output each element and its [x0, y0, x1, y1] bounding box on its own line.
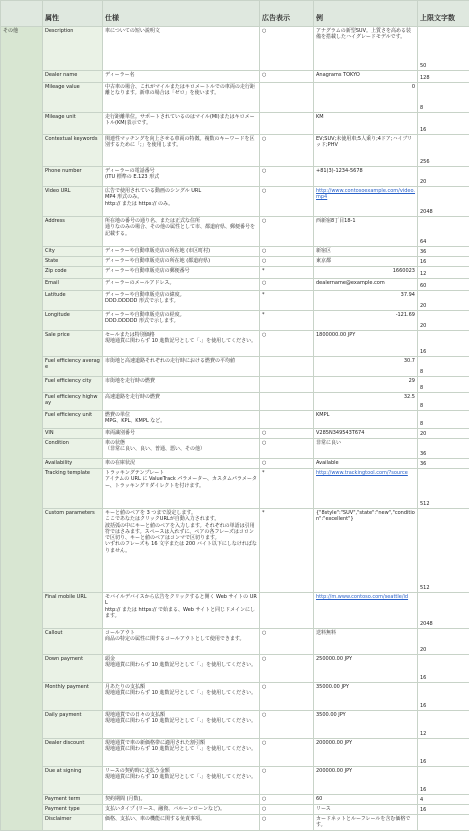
- example-cell: [314, 459, 418, 469]
- spec-cell: 価格、支払い、車の機能に関する免責事項。: [103, 815, 260, 831]
- ad-display-cell: [260, 411, 314, 429]
- ad-display-cell: ○: [260, 805, 314, 815]
- example-value: 新宿区: [316, 248, 332, 254]
- table-row: [1, 291, 469, 311]
- attribute-cell: Due at signing: [43, 767, 103, 795]
- max-chars-value: 20: [420, 178, 427, 185]
- table-row: [1, 439, 469, 459]
- example-value: 3500.00 JPY: [316, 712, 346, 718]
- max-chars-value: 16: [420, 786, 427, 793]
- attribute-cell: Contextual keywords: [43, 135, 103, 167]
- ad-display-cell: ○: [260, 429, 314, 439]
- max-chars-cell: [418, 629, 469, 655]
- ad-display-cell: ○: [260, 257, 314, 267]
- example-cell: [314, 655, 418, 683]
- example-cell: [314, 795, 418, 805]
- example-value: 0: [411, 84, 415, 90]
- attribute-cell: Address: [43, 217, 103, 247]
- table-row: [1, 393, 469, 411]
- max-chars-value: 36: [420, 450, 427, 457]
- ad-display-cell: ○: [260, 655, 314, 683]
- ad-display-cell: ○: [260, 71, 314, 83]
- table-row: [1, 805, 469, 815]
- max-chars-cell: [418, 167, 469, 187]
- attribute-cell: VIN: [43, 429, 103, 439]
- spec-cell: 燃費の単位 MPG、KPL、KMPL など。: [103, 411, 260, 429]
- table-row: [1, 411, 469, 429]
- max-chars-value: 16: [420, 758, 427, 765]
- example-value: +81(3)-1234-5678: [316, 168, 363, 174]
- example-cell: [314, 291, 418, 311]
- attribute-cell: Email: [43, 279, 103, 291]
- attribute-cell: Disclaimer: [43, 815, 103, 831]
- table-row: [1, 429, 469, 439]
- spec-cell: 月あたりの支払額 現地通貨に関わらず 10 進数記号として「.」を使用してください。: [103, 683, 260, 711]
- ad-display-cell: ○: [260, 27, 314, 71]
- attribute-cell: Sale price: [43, 331, 103, 357]
- attribute-cell: Phone number: [43, 167, 103, 187]
- example-cell: [314, 739, 418, 767]
- max-chars-value: 8: [420, 104, 424, 111]
- attribute-cell: Dealer discount: [43, 739, 103, 767]
- max-chars-value: 16: [420, 702, 427, 709]
- header-max-chars: 上限文字数: [418, 1, 469, 27]
- max-chars-value: 36: [420, 460, 427, 467]
- example-link[interactable]: http://www.trackingtool.com/?source: [316, 470, 408, 476]
- table-row: [1, 71, 469, 83]
- spec-cell: 広告で使用されている動画のシングル URL MP4 形式のみ。 http:// または https:// のみ。: [103, 187, 260, 217]
- attribute-cell: Callout: [43, 629, 103, 655]
- example-cell: [314, 257, 418, 267]
- max-chars-cell: [418, 331, 469, 357]
- ad-display-cell: *: [260, 291, 314, 311]
- example-cell: [314, 331, 418, 357]
- max-chars-cell: [418, 509, 469, 593]
- max-chars-cell: [418, 815, 469, 831]
- ad-display-cell: *: [260, 509, 314, 593]
- example-value: 西新宿8丁目18-1: [316, 218, 356, 224]
- table-row: [1, 167, 469, 187]
- ad-display-cell: ○: [260, 795, 314, 805]
- category-cell: その他: [1, 27, 43, 831]
- spec-cell: 頭金 現地通貨に関わらず 10 進数記号として「.」を使用してください。: [103, 655, 260, 683]
- max-chars-value: 20: [420, 646, 427, 653]
- attribute-cell: Final mobile URL: [43, 593, 103, 629]
- spec-cell: 車についての短い説明文: [103, 27, 260, 71]
- max-chars-value: 12: [420, 270, 427, 277]
- attribute-cell: Mileage unit: [43, 113, 103, 135]
- table-row: [1, 629, 469, 655]
- attribute-cell: Fuel efficiency unit: [43, 411, 103, 429]
- example-value: KM: [316, 114, 324, 120]
- max-chars-value: 20: [420, 302, 427, 309]
- example-cell: [314, 267, 418, 279]
- table-row: [1, 767, 469, 795]
- max-chars-cell: [418, 683, 469, 711]
- example-cell: [314, 629, 418, 655]
- spec-cell: 市街地と高速道路それぞれの走行時における燃費の平均値: [103, 357, 260, 377]
- example-cell: [314, 83, 418, 113]
- ad-display-cell: *: [260, 267, 314, 279]
- example-value: {"8style":"SUV","state":"new","condition":"excellent"}: [316, 510, 415, 523]
- table-row: [1, 593, 469, 629]
- spec-cell: ディーラーや自動車販売店の所在地 (市区町村): [103, 247, 260, 257]
- attribute-cell: Fuel efficiency city: [43, 377, 103, 393]
- example-value: カードネットとルーフレールを含む価格です。: [316, 816, 411, 829]
- table-row: [1, 815, 469, 831]
- example-value: 250000.00 JPY: [316, 656, 353, 662]
- example-cell: [314, 167, 418, 187]
- max-chars-value: 256: [420, 158, 430, 165]
- spec-cell: 車の在庫状況: [103, 459, 260, 469]
- example-value: 37.94: [400, 292, 415, 298]
- example-value: Anagrams TOKYO: [316, 72, 360, 78]
- spec-cell: 高速道路を走行時の燃費: [103, 393, 260, 411]
- ad-display-cell: ○: [260, 767, 314, 795]
- spec-cell: 支払いタイプ (リース、融資、バルーンローンなど)。: [103, 805, 260, 815]
- example-value: Available: [316, 460, 339, 466]
- example-value: 東京都: [316, 258, 332, 264]
- max-chars-value: 4: [420, 796, 424, 803]
- attribute-cell: Payment term: [43, 795, 103, 805]
- max-chars-cell: [418, 377, 469, 393]
- example-value: 29: [408, 378, 415, 384]
- ad-display-cell: [260, 83, 314, 113]
- example-cell: [314, 135, 418, 167]
- example-cell: [314, 429, 418, 439]
- attribute-cell: Latitude: [43, 291, 103, 311]
- max-chars-value: 16: [420, 348, 427, 355]
- attribute-cell: State: [43, 257, 103, 267]
- max-chars-cell: [418, 71, 469, 83]
- example-cell: [314, 593, 418, 629]
- ad-display-cell: ○: [260, 247, 314, 257]
- ad-display-cell: ○: [260, 459, 314, 469]
- spec-cell: キーと値のペアを 3 つまで設定します。 ここであなたはクリックURLが自動入力されます。 波括弧の中にキーと値のペアを入力します。それぞれの単語は引用符ではさみます。スペースは入れずに、ペアの各フレーズはコロンで区切り、キーと値のペアはコンマで区切ります。 いずれのフレーズも 16 文字または 200 バイト以下にしなければなりません。: [103, 509, 260, 593]
- table-row: [1, 311, 469, 331]
- max-chars-value: 8: [420, 384, 424, 391]
- max-chars-value: 8: [420, 368, 424, 375]
- max-chars-cell: [418, 257, 469, 267]
- max-chars-cell: [418, 279, 469, 291]
- header-attribute: 属性: [43, 1, 103, 27]
- spec-cell: ディーラーや自動車販売店の緯度。 DDD.DDDDD 形式で示します。: [103, 291, 260, 311]
- spec-cell: コールアウト 商品の特定の属性に関するコールアウトとして使用できます。: [103, 629, 260, 655]
- table-row: [1, 217, 469, 247]
- example-cell: [314, 187, 418, 217]
- max-chars-value: 12: [420, 730, 427, 737]
- attribute-cell: Longitude: [43, 311, 103, 331]
- example-link[interactable]: http://m.www.contoso.com/seattle/id: [316, 594, 409, 600]
- attribute-cell: Tracking template: [43, 469, 103, 509]
- max-chars-cell: [418, 429, 469, 439]
- header-example: 例: [314, 1, 418, 27]
- attribute-cell: Mileage value: [43, 83, 103, 113]
- table-row: [1, 257, 469, 267]
- example-value: 35000.00 JPY: [316, 684, 349, 690]
- max-chars-cell: [418, 83, 469, 113]
- example-cell: [314, 711, 418, 739]
- max-chars-value: 2048: [420, 620, 433, 627]
- attribute-cell: Custom parameters: [43, 509, 103, 593]
- table-row: [1, 187, 469, 217]
- table-row: [1, 331, 469, 357]
- spec-cell: モバイルデバイスから広告をクリックすると開く Web サイトの URL http:// または https:// で始まる、Web サイトと同じドメインにします。: [103, 593, 260, 629]
- ad-display-cell: ○: [260, 279, 314, 291]
- spec-cell: ディーラーや自動車販売店の郵便番号: [103, 267, 260, 279]
- max-chars-value: 60: [420, 282, 427, 289]
- attribute-cell: Description: [43, 27, 103, 71]
- ad-display-cell: ○: [260, 711, 314, 739]
- header-category: [1, 1, 43, 27]
- ad-display-cell: ○: [260, 629, 314, 655]
- max-chars-cell: [418, 291, 469, 311]
- ad-display-cell: ○: [260, 439, 314, 459]
- max-chars-value: 2048: [420, 208, 433, 215]
- attribute-cell: Daily payment: [43, 711, 103, 739]
- table-row: [1, 739, 469, 767]
- spec-cell: セールまたは特別価格 現地通貨に関わらず 10 進数記号として「.」を使用してください。: [103, 331, 260, 357]
- example-value: EV;SUV;未使用車;5人乗り;4ドア;ハイブリッド;PHV: [316, 136, 413, 149]
- max-chars-cell: [418, 267, 469, 279]
- example-cell: [314, 357, 418, 377]
- example-value: 32.5: [403, 394, 415, 400]
- ad-display-cell: ○: [260, 683, 314, 711]
- attribute-cell: City: [43, 247, 103, 257]
- spec-cell: ディーラーのメールアドレス。: [103, 279, 260, 291]
- ad-display-cell: ○: [260, 331, 314, 357]
- spec-cell: 走行距離単位。サポートされているのはマイル(MI)またはキロメートル(KM)表示です。: [103, 113, 260, 135]
- example-value: dealername@example.com: [316, 280, 385, 286]
- max-chars-cell: [418, 135, 469, 167]
- max-chars-cell: [418, 27, 469, 71]
- table-row: [1, 711, 469, 739]
- table-row: [1, 795, 469, 805]
- max-chars-cell: [418, 311, 469, 331]
- example-value: 30.7: [403, 358, 415, 364]
- max-chars-value: 36: [420, 248, 427, 255]
- example-cell: [314, 279, 418, 291]
- max-chars-cell: [418, 739, 469, 767]
- spec-cell: 車両識別番号: [103, 429, 260, 439]
- spec-cell: 所在地の番号の通り名、または正式な住所 通りなのみの場合、その他の属性として市、都道府県、郵便番号を記載する。: [103, 217, 260, 247]
- table-row: [1, 459, 469, 469]
- example-cell: [314, 815, 418, 831]
- example-value: V285N349543T674: [316, 430, 365, 436]
- max-chars-value: 16: [420, 258, 427, 265]
- table-row: [1, 509, 469, 593]
- spec-cell: 契約期間 (月数)。: [103, 795, 260, 805]
- max-chars-value: 64: [420, 238, 427, 245]
- ad-display-cell: [260, 113, 314, 135]
- attribute-cell: Video URL: [43, 187, 103, 217]
- max-chars-cell: [418, 655, 469, 683]
- ad-display-cell: [260, 593, 314, 629]
- spec-cell: 市街地を走行時の燃費: [103, 377, 260, 393]
- attribute-cell: Zip code: [43, 267, 103, 279]
- example-cell: [314, 311, 418, 331]
- attribute-cell: Condition: [43, 439, 103, 459]
- spec-cell: ディーラーの電話番号 (ITU 標準の E.123 形式: [103, 167, 260, 187]
- table-row: [1, 27, 469, 71]
- ad-display-cell: ○: [260, 187, 314, 217]
- max-chars-value: 20: [420, 322, 427, 329]
- max-chars-cell: [418, 217, 469, 247]
- header-spec: 仕様: [103, 1, 260, 27]
- example-value: 送料無料: [316, 630, 337, 636]
- ad-display-cell: ○: [260, 167, 314, 187]
- max-chars-cell: [418, 247, 469, 257]
- spec-cell: 車の状態 （非常に良い、良い、普通、悪い、その他）: [103, 439, 260, 459]
- table-row: [1, 655, 469, 683]
- example-cell: [314, 509, 418, 593]
- table-row: [1, 267, 469, 279]
- max-chars-cell: [418, 469, 469, 509]
- spec-cell: 中古車の場合、これがマイルまたはキロメートルでの車両の走行距離となります。新車の場合は「ゼロ」を使います。: [103, 83, 260, 113]
- example-cell: [314, 247, 418, 257]
- ad-display-cell: *: [260, 311, 314, 331]
- example-cell: [314, 71, 418, 83]
- example-cell: [314, 217, 418, 247]
- example-value: 200000.00 JPY: [316, 740, 353, 746]
- max-chars-cell: [418, 593, 469, 629]
- spec-cell: ディーラー名: [103, 71, 260, 83]
- example-value: 1660023: [392, 268, 415, 274]
- max-chars-cell: [418, 805, 469, 815]
- max-chars-cell: [418, 767, 469, 795]
- example-cell: [314, 411, 418, 429]
- ad-display-cell: *: [260, 469, 314, 509]
- max-chars-cell: [418, 113, 469, 135]
- max-chars-value: 8: [420, 402, 424, 409]
- example-value: アナグラムの新型SUV。上質さを高める装備を搭載したハイグレードモデルです。: [316, 28, 412, 41]
- max-chars-cell: [418, 393, 469, 411]
- max-chars-cell: [418, 357, 469, 377]
- max-chars-value: 512: [420, 500, 430, 507]
- example-cell: [314, 27, 418, 71]
- header-row: [1, 1, 469, 27]
- table-row: [1, 469, 469, 509]
- spec-cell: 関連性マッチングを向上させる車両の特徴。複数のキーワードを区別するために「;」を使用します。: [103, 135, 260, 167]
- ad-display-cell: ○: [260, 739, 314, 767]
- max-chars-cell: [418, 795, 469, 805]
- spec-cell: リースの契約時に支払う金額 現地通貨に関わらず 10 進数記号として「.」を使用してください。: [103, 767, 260, 795]
- example-cell: [314, 393, 418, 411]
- max-chars-value: 512: [420, 584, 430, 591]
- ad-display-cell: ○: [260, 815, 314, 831]
- example-value: KMPL: [316, 412, 330, 418]
- max-chars-value: 8: [420, 420, 424, 427]
- example-cell: [314, 113, 418, 135]
- header-ad-display: 広告表示: [260, 1, 314, 27]
- attribute-cell: Down payment: [43, 655, 103, 683]
- max-chars-cell: [418, 439, 469, 459]
- example-value: リース: [316, 806, 331, 812]
- example-cell: [314, 767, 418, 795]
- max-chars-value: 20: [420, 430, 427, 437]
- table-row: [1, 113, 469, 135]
- attribute-cell: Availability: [43, 459, 103, 469]
- max-chars-cell: [418, 411, 469, 429]
- example-cell: [314, 439, 418, 459]
- max-chars-value: 16: [420, 126, 427, 133]
- table-row: [1, 83, 469, 113]
- attribute-cell: Fuel efficiency average: [43, 357, 103, 377]
- max-chars-cell: [418, 187, 469, 217]
- example-value: -121.69: [395, 312, 415, 318]
- example-value: 200000.00 JPY: [316, 768, 353, 774]
- example-value: 1800000.00 JPY: [316, 332, 356, 338]
- ad-display-cell: [260, 393, 314, 411]
- max-chars-cell: [418, 711, 469, 739]
- spec-cell: 現地通貨での日々の支払額 現地通貨に関わらず 10 進数記号として「.」を使用してください。: [103, 711, 260, 739]
- spec-cell: トラッキングテンプレート アイテムの URL に ValueTrack パラメーター、カスタムパラメーター、トラッキングリダイレクトを付けます。: [103, 469, 260, 509]
- example-cell: [314, 683, 418, 711]
- max-chars-value: 50: [420, 62, 427, 69]
- example-value: 非常に良い: [316, 440, 342, 446]
- ad-display-cell: [260, 377, 314, 393]
- example-value: 60: [316, 796, 323, 802]
- attribute-cell: Monthly payment: [43, 683, 103, 711]
- example-cell: [314, 377, 418, 393]
- example-cell: [314, 805, 418, 815]
- spec-cell: ディーラーや自動車販売店の所在地 (都道府県): [103, 257, 260, 267]
- attribute-cell: Fuel efficiency highway: [43, 393, 103, 411]
- attribute-cell: Payment type: [43, 805, 103, 815]
- ad-display-cell: [260, 357, 314, 377]
- max-chars-value: 16: [420, 806, 427, 813]
- example-link[interactable]: http://www.contosoexample.com/video.mp4: [316, 188, 416, 201]
- table-row: [1, 683, 469, 711]
- ad-display-cell: ○: [260, 217, 314, 247]
- max-chars-value: 16: [420, 674, 427, 681]
- spec-cell: 現地通貨で車の新価格帯に適用された割引額 現地通貨に関わらず 10 進数記号として「.」を使用してください。: [103, 739, 260, 767]
- ad-display-cell: ○: [260, 135, 314, 167]
- attribute-cell: Dealer name: [43, 71, 103, 83]
- table-row: [1, 247, 469, 257]
- table-row: [1, 135, 469, 167]
- table-row: [1, 357, 469, 377]
- spec-cell: ディーラーや自動車販売店の経度。 DDD.DDDDD 形式で示します。: [103, 311, 260, 331]
- table-row: [1, 279, 469, 291]
- example-cell: [314, 469, 418, 509]
- max-chars-cell: [418, 459, 469, 469]
- table-row: [1, 377, 469, 393]
- max-chars-value: 128: [420, 74, 430, 81]
